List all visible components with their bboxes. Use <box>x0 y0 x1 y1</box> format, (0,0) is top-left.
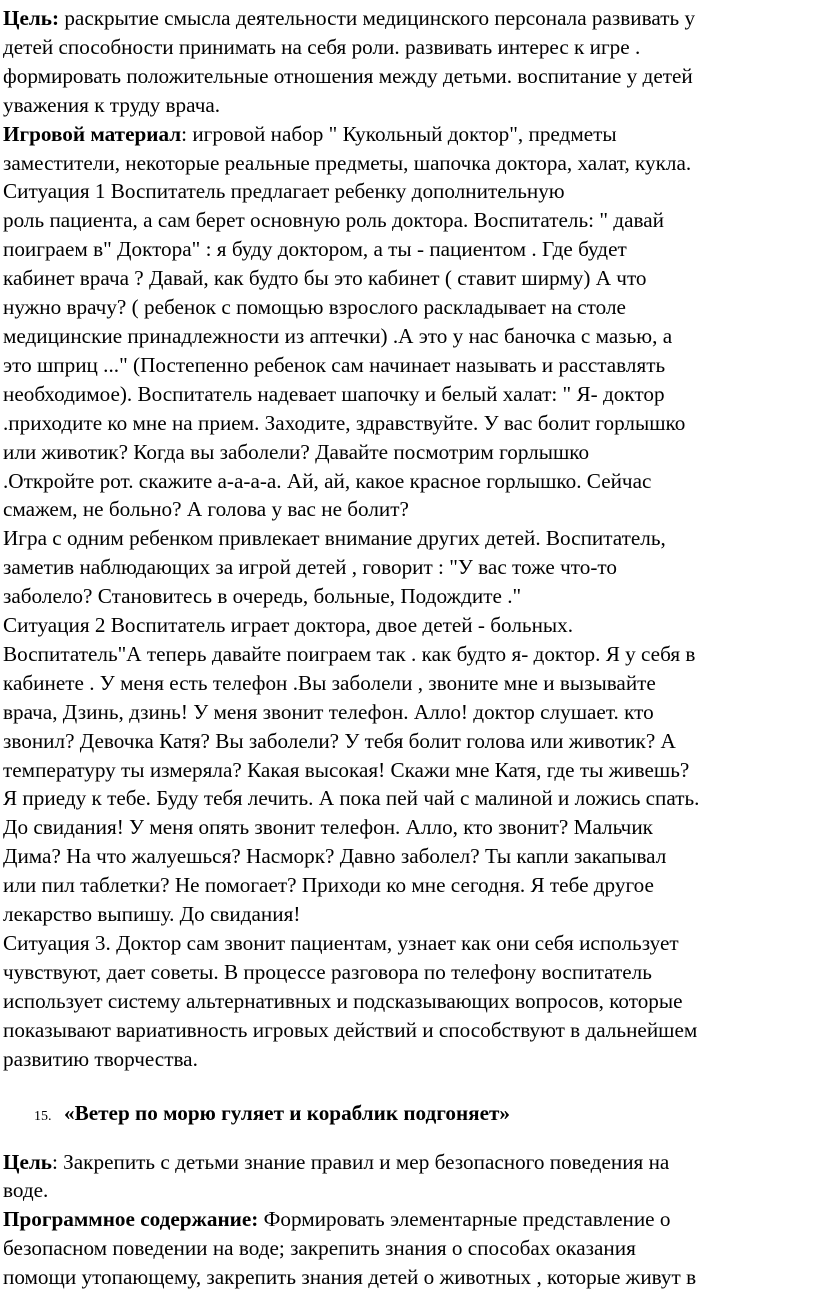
paragraph-situation-2: Ситуация 2 Воспитатель играет доктора, двое детей - больных. Воспитатель"А теперь давайте поиграем так . как будто я- доктор. Я у себя в кабинете . У меня есть телефон .Вы заболели , звоните мне и вызывайте врача, Дзинь, дзинь! У меня звонит телефон. Алло! доктор слушает. кто звонил? Девочка Катя? Вы заболели? У тебя болит голова или животик? А температуру ты измеряла? Какая высокая! Скажи мне Катя, где ты живешь? Я приеду к тебе. Буду тебя лечить. А пока пей чай с малиной и ложись спать. До свидания! У меня опять звонит телефон. Алло, кто звонит? Мальчик Дима? На что жалуешься? Насморк? Давно заболел? Ты капли закапывал или пил таблетки? Не помогает? Приходи ко мне сегодня. Я тебе другое лекарство выпишу. До свидания! <box>3 613 700 927</box>
program-content-label: Программное содержание: <box>3 1207 259 1232</box>
goal-label: Цель: <box>3 6 60 30</box>
paragraph-program-content: Программное содержание: Формировать элементарные представление о безопасном поведении на воде; закрепить знания о способах оказания помощи утопающему, закрепить знания детей о животных , которые живут в <box>3 1207 697 1290</box>
paragraph-goal-2: Цель: Закрепить с детьми знание правил и мер безопасного поведения на воде. <box>3 1149 670 1203</box>
paragraph-game-material: Игровой материал: игровой набор " Кукольный доктор", предметы заместители, некоторые реальные предметы, шапочка доктора, халат, кукла. <box>3 121 692 175</box>
game-material-label: Игровой материал <box>3 121 182 146</box>
section-title: «Ветер по морю гуляет и кораблик подгоняет» <box>64 1100 511 1125</box>
section-heading <box>3 1098 810 1132</box>
section-number: 15. <box>34 1108 52 1124</box>
paragraph-situation-1: Ситуация 1 Воспитатель предлагает ребенку дополнительную роль пациента, а сам берет основную роль доктора. Воспитатель: " давай поиграем в" Доктора" : я буду доктором, а ты - пациентом . Где будет кабинет врача ? Давай, как будто бы это кабинет ( ставит ширму) А что нужно врачу? ( ребенок с помощью взрослого раскладывает на столе медицинские принадлежности из аптечки) .А это у нас баночка с мазью, а это шприц ..." (Постепенно ребенок сам начинает называть и расставлять необходимое). Воспитатель надевает шапочку и белый халат: " Я- доктор .приходите ко мне на прием. Заходите, здравствуйте. У вас болит горлышко или животик? Когда вы заболели? Давайте посмотрим горлышко .Откройте рот. скажите а-а-а-а. Ай, ай, какое красное горлышко. Сейчас смажем, не больно? А голова у вас не болит? <box>3 179 686 522</box>
paragraph-other-children: Игра с одним ребенком привлекает внимание других детей. Воспитатель, заметив наблюдающих за игрой детей , говорит : "У вас тоже что-то заболело? Становитесь в очередь, больные, Подождите ." <box>3 526 666 609</box>
paragraph-goal: Цель: раскрытие смысла деятельности медицинского персонала развивать у детей способности принимать на себя роли. развивать интерес к игре . формировать положительные отношения между детьми. воспитание у детей уважения к труду врача. <box>3 6 696 117</box>
goal-2-label: Цель <box>3 1149 52 1174</box>
paragraph-situation-3: Ситуация 3. Доктор сам звонит пациентам, узнает как они себя использует чувствуют, дает советы. В процессе разговора по телефону воспитатель использует систему альтернативных и подсказывающих вопросов, которые показывают вариативность игровых действий и способствуют в дальнейшем развитию творчества. <box>3 931 698 1071</box>
